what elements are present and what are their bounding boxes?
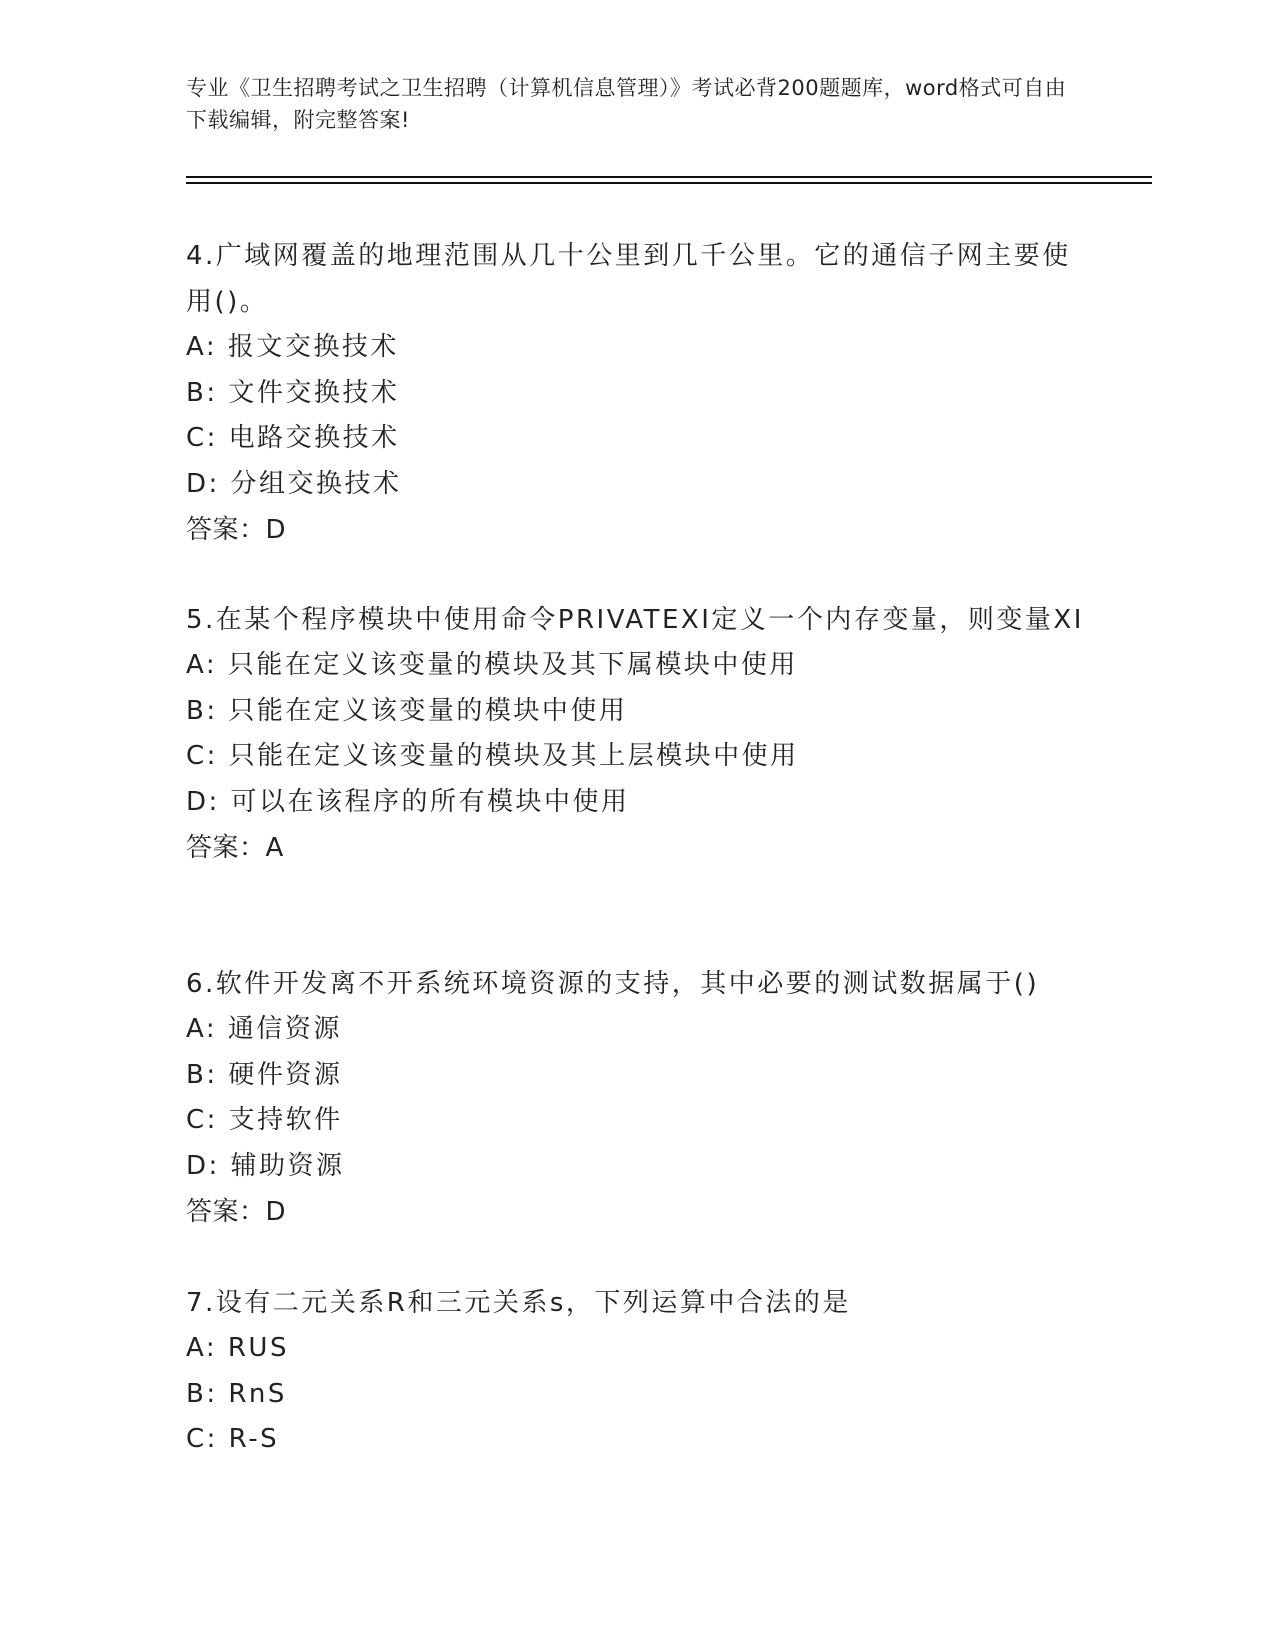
question-6 bbox=[186, 961, 1086, 1235]
option-a: A: 报文交换技术 bbox=[186, 332, 399, 362]
option-a: A: RUS bbox=[186, 1333, 289, 1363]
option-c: C: R-S bbox=[186, 1424, 280, 1454]
option-b: B: RnS bbox=[186, 1378, 287, 1409]
question-stem: 6.软件开发离不开系统环境资源的支持，其中必要的测试数据属于() bbox=[186, 969, 1040, 999]
option-a: A: 通信资源 bbox=[186, 1014, 342, 1044]
question-stem: 5.在某个程序模块中使用命令PRIVATEXI定义一个内存变量，则变量XI bbox=[186, 605, 1084, 635]
option-d: D: 分组交换技术 bbox=[186, 468, 402, 499]
header-divider-top bbox=[186, 176, 1152, 178]
option-d: D: 可以在该程序的所有模块中使用 bbox=[186, 786, 630, 817]
option-b: B: 文件交换技术 bbox=[186, 377, 400, 408]
question-stem: 7.设有二元关系R和三元关系s，下列运算中合法的是 bbox=[186, 1288, 851, 1318]
question-5 bbox=[186, 597, 1086, 871]
answer: 答案：A bbox=[186, 833, 284, 863]
question-4 bbox=[186, 233, 1086, 553]
answer: 答案：D bbox=[186, 515, 287, 545]
option-d: D: 辅助资源 bbox=[186, 1150, 345, 1181]
option-b: B: 硬件资源 bbox=[186, 1059, 343, 1090]
option-c: C: 电路交换技术 bbox=[186, 423, 400, 453]
question-stem: 4.广域网覆盖的地理范围从几十公里到几千公里。它的通信子网主要使用()。 bbox=[186, 241, 1071, 317]
option-b: B: 只能在定义该变量的模块中使用 bbox=[186, 695, 628, 726]
document-header: 专业《卫生招聘考试之卫生招聘（计算机信息管理）》考试必背200题题库，word格式可自由下载编辑，附完整答案! bbox=[186, 76, 1067, 132]
option-c: C: 只能在定义该变量的模块及其上层模块中使用 bbox=[186, 741, 799, 771]
option-c: C: 支持软件 bbox=[186, 1105, 343, 1135]
question-7 bbox=[186, 1280, 1086, 1463]
header-divider-bottom bbox=[186, 182, 1152, 184]
answer: 答案：D bbox=[186, 1197, 287, 1227]
option-a: A: 只能在定义该变量的模块及其下属模块中使用 bbox=[186, 650, 798, 680]
